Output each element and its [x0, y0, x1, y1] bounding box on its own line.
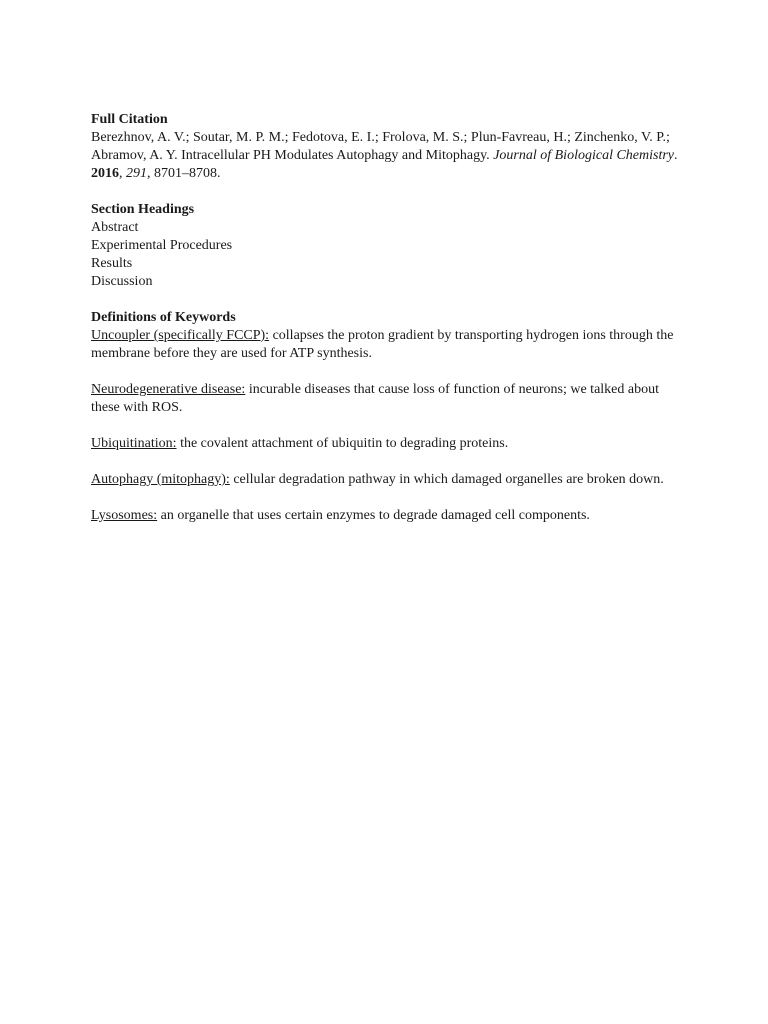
- definition-text: cellular degradation pathway in which damaged organelles are broken down.: [233, 472, 664, 487]
- citation-authors: Berezhnov, A. V.; Soutar, M. P. M.; Fedotova, E. I.; Frolova, M. S.; Plun-Favreau, H.; Zinchenko, V. P.; Abramov, A. Y.: [91, 130, 670, 163]
- definition-item: [91, 327, 691, 363]
- definition-text: the covalent attachment of ubiquitin to degrading proteins.: [180, 436, 509, 451]
- citation-title: Intracellular PH Modulates Autophagy and Mitophagy.: [181, 148, 490, 163]
- section-item: Discussion: [91, 274, 153, 289]
- definition-term: Lysosomes:: [91, 508, 158, 523]
- definition-item: [91, 471, 691, 489]
- citation-volume: 291: [126, 166, 147, 181]
- definition-term: Neurodegenerative disease:: [91, 382, 246, 397]
- definition-text: collapses the proton gradient by transporting hydrogen ions through the membrane before they are used for ATP synthesis.: [91, 328, 674, 361]
- definition-item: [91, 507, 691, 525]
- full-citation-heading: Full Citation: [91, 112, 168, 127]
- section-item: Results: [91, 256, 133, 271]
- definition-item: [91, 381, 691, 417]
- section-headings-section: [91, 201, 691, 291]
- definitions-section: [91, 309, 691, 525]
- document-content: [91, 111, 691, 525]
- definition-term: Autophagy (mitophagy):: [91, 472, 230, 487]
- definition-term: Uncoupler (specifically FCCP):: [91, 328, 270, 343]
- citation-journal: Journal of Biological Chemistry: [493, 148, 675, 163]
- citation-year: 2016: [91, 166, 119, 181]
- citation-pages: 8701–8708.: [154, 166, 221, 181]
- definitions-heading: Definitions of Keywords: [91, 310, 236, 325]
- definition-term: Ubiquitination:: [91, 436, 177, 451]
- citation-text: Berezhnov, A. V.; Soutar, M. P. M.; Fedotova, E. I.; Frolova, M. S.; Plun-Favreau, H.; Zinchenko, V. P.; Abramov, A. Y. Intracellular PH Modulates Autophagy and Mitophagy. Journal of Biological Chemistry. 2016, 291, 8701–8708.: [91, 130, 678, 181]
- section-headings-heading: Section Headings: [91, 202, 195, 217]
- full-citation-section: [91, 111, 691, 183]
- definition-text: incurable diseases that cause loss of function of neurons; we talked about these with ROS.: [91, 382, 659, 415]
- section-item: Experimental Procedures: [91, 238, 233, 253]
- section-item: Abstract: [91, 220, 139, 235]
- definition-item: [91, 435, 691, 453]
- definition-text: an organelle that uses certain enzymes to degrade damaged cell components.: [160, 508, 590, 523]
